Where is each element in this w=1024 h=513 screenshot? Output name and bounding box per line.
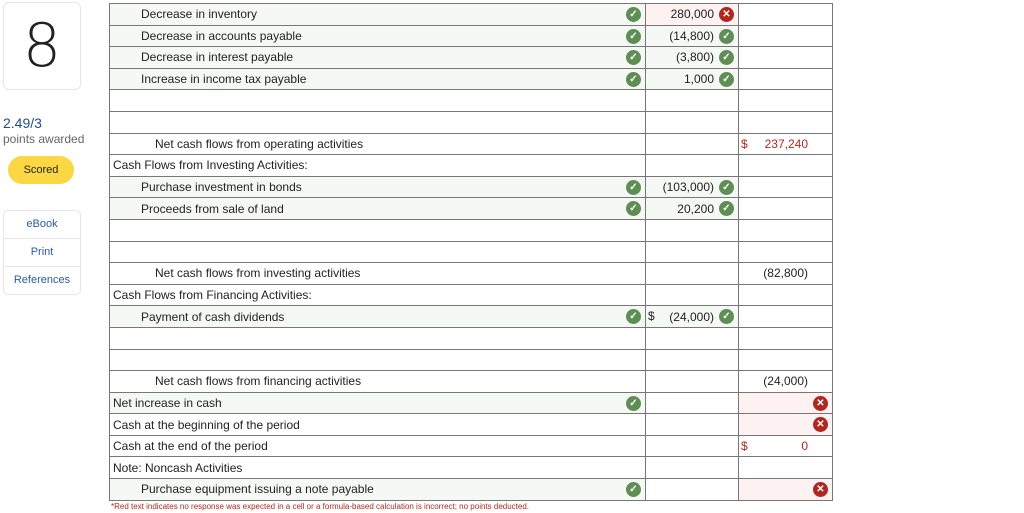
label-text: Purchase equipment issuing a note payable [141, 482, 374, 497]
row-label[interactable] [110, 457, 646, 479]
total-cell[interactable] [739, 25, 833, 47]
cash-flow-table [109, 3, 833, 501]
label-text: Purchase investment in bonds [141, 180, 302, 195]
table-row [110, 111, 833, 133]
amount-cell[interactable] [646, 68, 739, 90]
amount-cell[interactable] [646, 263, 739, 285]
cell-value: (103,000) [662, 180, 714, 195]
total-cell[interactable] [739, 90, 833, 112]
row-label[interactable] [110, 349, 646, 371]
amount-cell[interactable] [646, 284, 739, 306]
row-label[interactable] [110, 435, 646, 457]
cell-value: (24,000) [763, 374, 808, 389]
amount-cell[interactable] [646, 414, 739, 436]
table-row [110, 25, 833, 47]
row-label[interactable] [110, 392, 646, 414]
row-label[interactable] [110, 371, 646, 393]
cell-value: (3,800) [675, 50, 714, 65]
error-icon: ✕ [813, 396, 828, 411]
check-icon: ✓ [719, 50, 734, 65]
label-text: Cash at the beginning of the period [113, 417, 300, 432]
row-label[interactable] [110, 263, 646, 285]
table-row [110, 392, 833, 414]
table-row [110, 241, 833, 263]
total-cell[interactable] [739, 133, 833, 155]
row-label[interactable] [110, 176, 646, 198]
row-label[interactable] [110, 479, 646, 501]
score: 2.49/3 [3, 115, 42, 131]
label-text: Net cash flows from investing activities [155, 266, 361, 281]
total-cell[interactable] [739, 176, 833, 198]
amount-cell[interactable] [646, 47, 739, 69]
amount-cell[interactable] [646, 392, 739, 414]
check-icon: ✓ [719, 201, 734, 216]
table-row [110, 90, 833, 112]
amount-cell[interactable] [646, 327, 739, 349]
row-label[interactable] [110, 25, 646, 47]
amount-cell[interactable] [646, 4, 739, 26]
dollar-sign: $ [648, 309, 655, 324]
footnote: *Red text indicates no response was expected in a cell or a formula-based calculation is incorrect; no points deducted. [111, 502, 530, 511]
total-cell[interactable] [739, 219, 833, 241]
label-text: Cash Flows from Financing Activities: [113, 288, 312, 303]
check-icon: ✓ [719, 309, 734, 324]
label-text: Note: Noncash Activities [113, 460, 243, 475]
print-link[interactable]: Print [4, 239, 80, 267]
cell-value: 20,200 [677, 201, 714, 216]
amount-cell[interactable] [646, 241, 739, 263]
table-row [110, 479, 833, 501]
row-label[interactable] [110, 4, 646, 26]
check-icon: ✓ [719, 29, 734, 44]
error-icon: ✕ [719, 7, 734, 22]
error-icon: ✕ [813, 417, 828, 432]
dollar-sign: $ [741, 136, 748, 151]
label-text: Increase in income tax payable [141, 72, 307, 87]
total-cell[interactable] [739, 284, 833, 306]
amount-cell[interactable] [646, 176, 739, 198]
total-cell[interactable] [739, 198, 833, 220]
amount-cell[interactable] [646, 198, 739, 220]
total-cell[interactable] [739, 241, 833, 263]
check-icon: ✓ [626, 396, 641, 411]
table-row [110, 284, 833, 306]
total-cell[interactable] [739, 68, 833, 90]
row-label[interactable] [110, 133, 646, 155]
table-row [110, 435, 833, 457]
cell-value: 0 [801, 439, 808, 454]
resource-links [3, 210, 81, 295]
amount-cell[interactable] [646, 219, 739, 241]
table-row [110, 349, 833, 371]
points-label: points awarded [3, 132, 85, 146]
table-row [110, 219, 833, 241]
row-label[interactable] [110, 90, 646, 112]
cell-value: (14,800) [669, 28, 714, 43]
ebook-link[interactable]: eBook [4, 211, 80, 239]
total-cell[interactable] [739, 457, 833, 479]
table-row [110, 176, 833, 198]
row-label[interactable] [110, 306, 646, 328]
total-cell[interactable] [739, 263, 833, 285]
table-row [110, 133, 833, 155]
check-icon: ✓ [626, 180, 641, 195]
total-cell[interactable] [739, 4, 833, 26]
amount-cell[interactable] [646, 371, 739, 393]
row-label[interactable] [110, 414, 646, 436]
table-row [110, 371, 833, 393]
cell-value: 1,000 [683, 72, 714, 87]
table-row [110, 4, 833, 26]
check-icon: ✓ [626, 201, 641, 216]
check-icon: ✓ [626, 29, 641, 44]
row-label[interactable] [110, 241, 646, 263]
amount-cell[interactable] [646, 349, 739, 371]
amount-cell[interactable] [646, 457, 739, 479]
row-label[interactable] [110, 219, 646, 241]
references-link[interactable]: References [13, 274, 71, 286]
cell-value: (24,000) [669, 309, 714, 324]
label-text: Payment of cash dividends [141, 309, 285, 324]
row-label[interactable] [110, 47, 646, 69]
label-text: Cash Flows from Investing Activities: [113, 158, 308, 173]
total-cell[interactable] [739, 435, 833, 457]
row-label[interactable] [110, 284, 646, 306]
amount-cell[interactable] [646, 25, 739, 47]
amount-cell[interactable] [646, 111, 739, 133]
label-text: Proceeds from sale of land [141, 201, 284, 216]
row-label[interactable] [110, 68, 646, 90]
total-cell[interactable] [739, 479, 833, 501]
amount-cell[interactable] [646, 133, 739, 155]
amount-cell[interactable] [646, 435, 739, 457]
label-text: Net increase in cash [113, 395, 222, 410]
table-row [110, 327, 833, 349]
cell-value: 237,240 [764, 136, 808, 151]
table-row [110, 306, 833, 328]
check-icon: ✓ [626, 72, 641, 87]
question-number: 8 [3, 2, 81, 90]
error-icon: ✕ [813, 482, 828, 497]
dollar-sign: $ [741, 438, 748, 453]
table-row [110, 198, 833, 220]
label-text: Decrease in inventory [141, 7, 258, 22]
status-badge: Scored [8, 156, 74, 184]
row-label[interactable] [110, 155, 646, 177]
total-cell[interactable] [739, 47, 833, 69]
table-row [110, 414, 833, 436]
row-label[interactable] [110, 198, 646, 220]
amount-cell[interactable] [646, 155, 739, 177]
row-label[interactable] [110, 327, 646, 349]
table-row [110, 47, 833, 69]
row-label[interactable] [110, 111, 646, 133]
total-cell[interactable] [739, 414, 833, 436]
amount-cell[interactable] [646, 90, 739, 112]
check-icon: ✓ [626, 7, 641, 22]
check-icon: ✓ [626, 482, 641, 497]
check-icon: ✓ [719, 180, 734, 195]
total-cell[interactable] [739, 155, 833, 177]
total-cell[interactable] [739, 371, 833, 393]
check-icon: ✓ [626, 309, 641, 324]
total-cell[interactable] [739, 111, 833, 133]
table-row [110, 68, 833, 90]
table-row [110, 263, 833, 285]
total-cell[interactable] [739, 349, 833, 371]
amount-cell[interactable] [646, 306, 739, 328]
amount-cell[interactable] [646, 479, 739, 501]
total-cell[interactable] [739, 392, 833, 414]
table-row [110, 155, 833, 177]
total-cell[interactable] [739, 327, 833, 349]
table-row [110, 457, 833, 479]
cell-value: 280,000 [670, 7, 714, 22]
check-icon: ✓ [626, 50, 641, 65]
label-text: Decrease in interest payable [141, 50, 294, 65]
total-cell[interactable] [739, 306, 833, 328]
cell-value: (82,800) [763, 266, 808, 281]
label-text: Net cash flows from financing activities [155, 374, 362, 389]
label-text: Cash at the end of the period [113, 439, 268, 454]
label-text: Decrease in accounts payable [141, 28, 302, 43]
check-icon: ✓ [719, 72, 734, 87]
label-text: Net cash flows from operating activities [155, 136, 364, 151]
